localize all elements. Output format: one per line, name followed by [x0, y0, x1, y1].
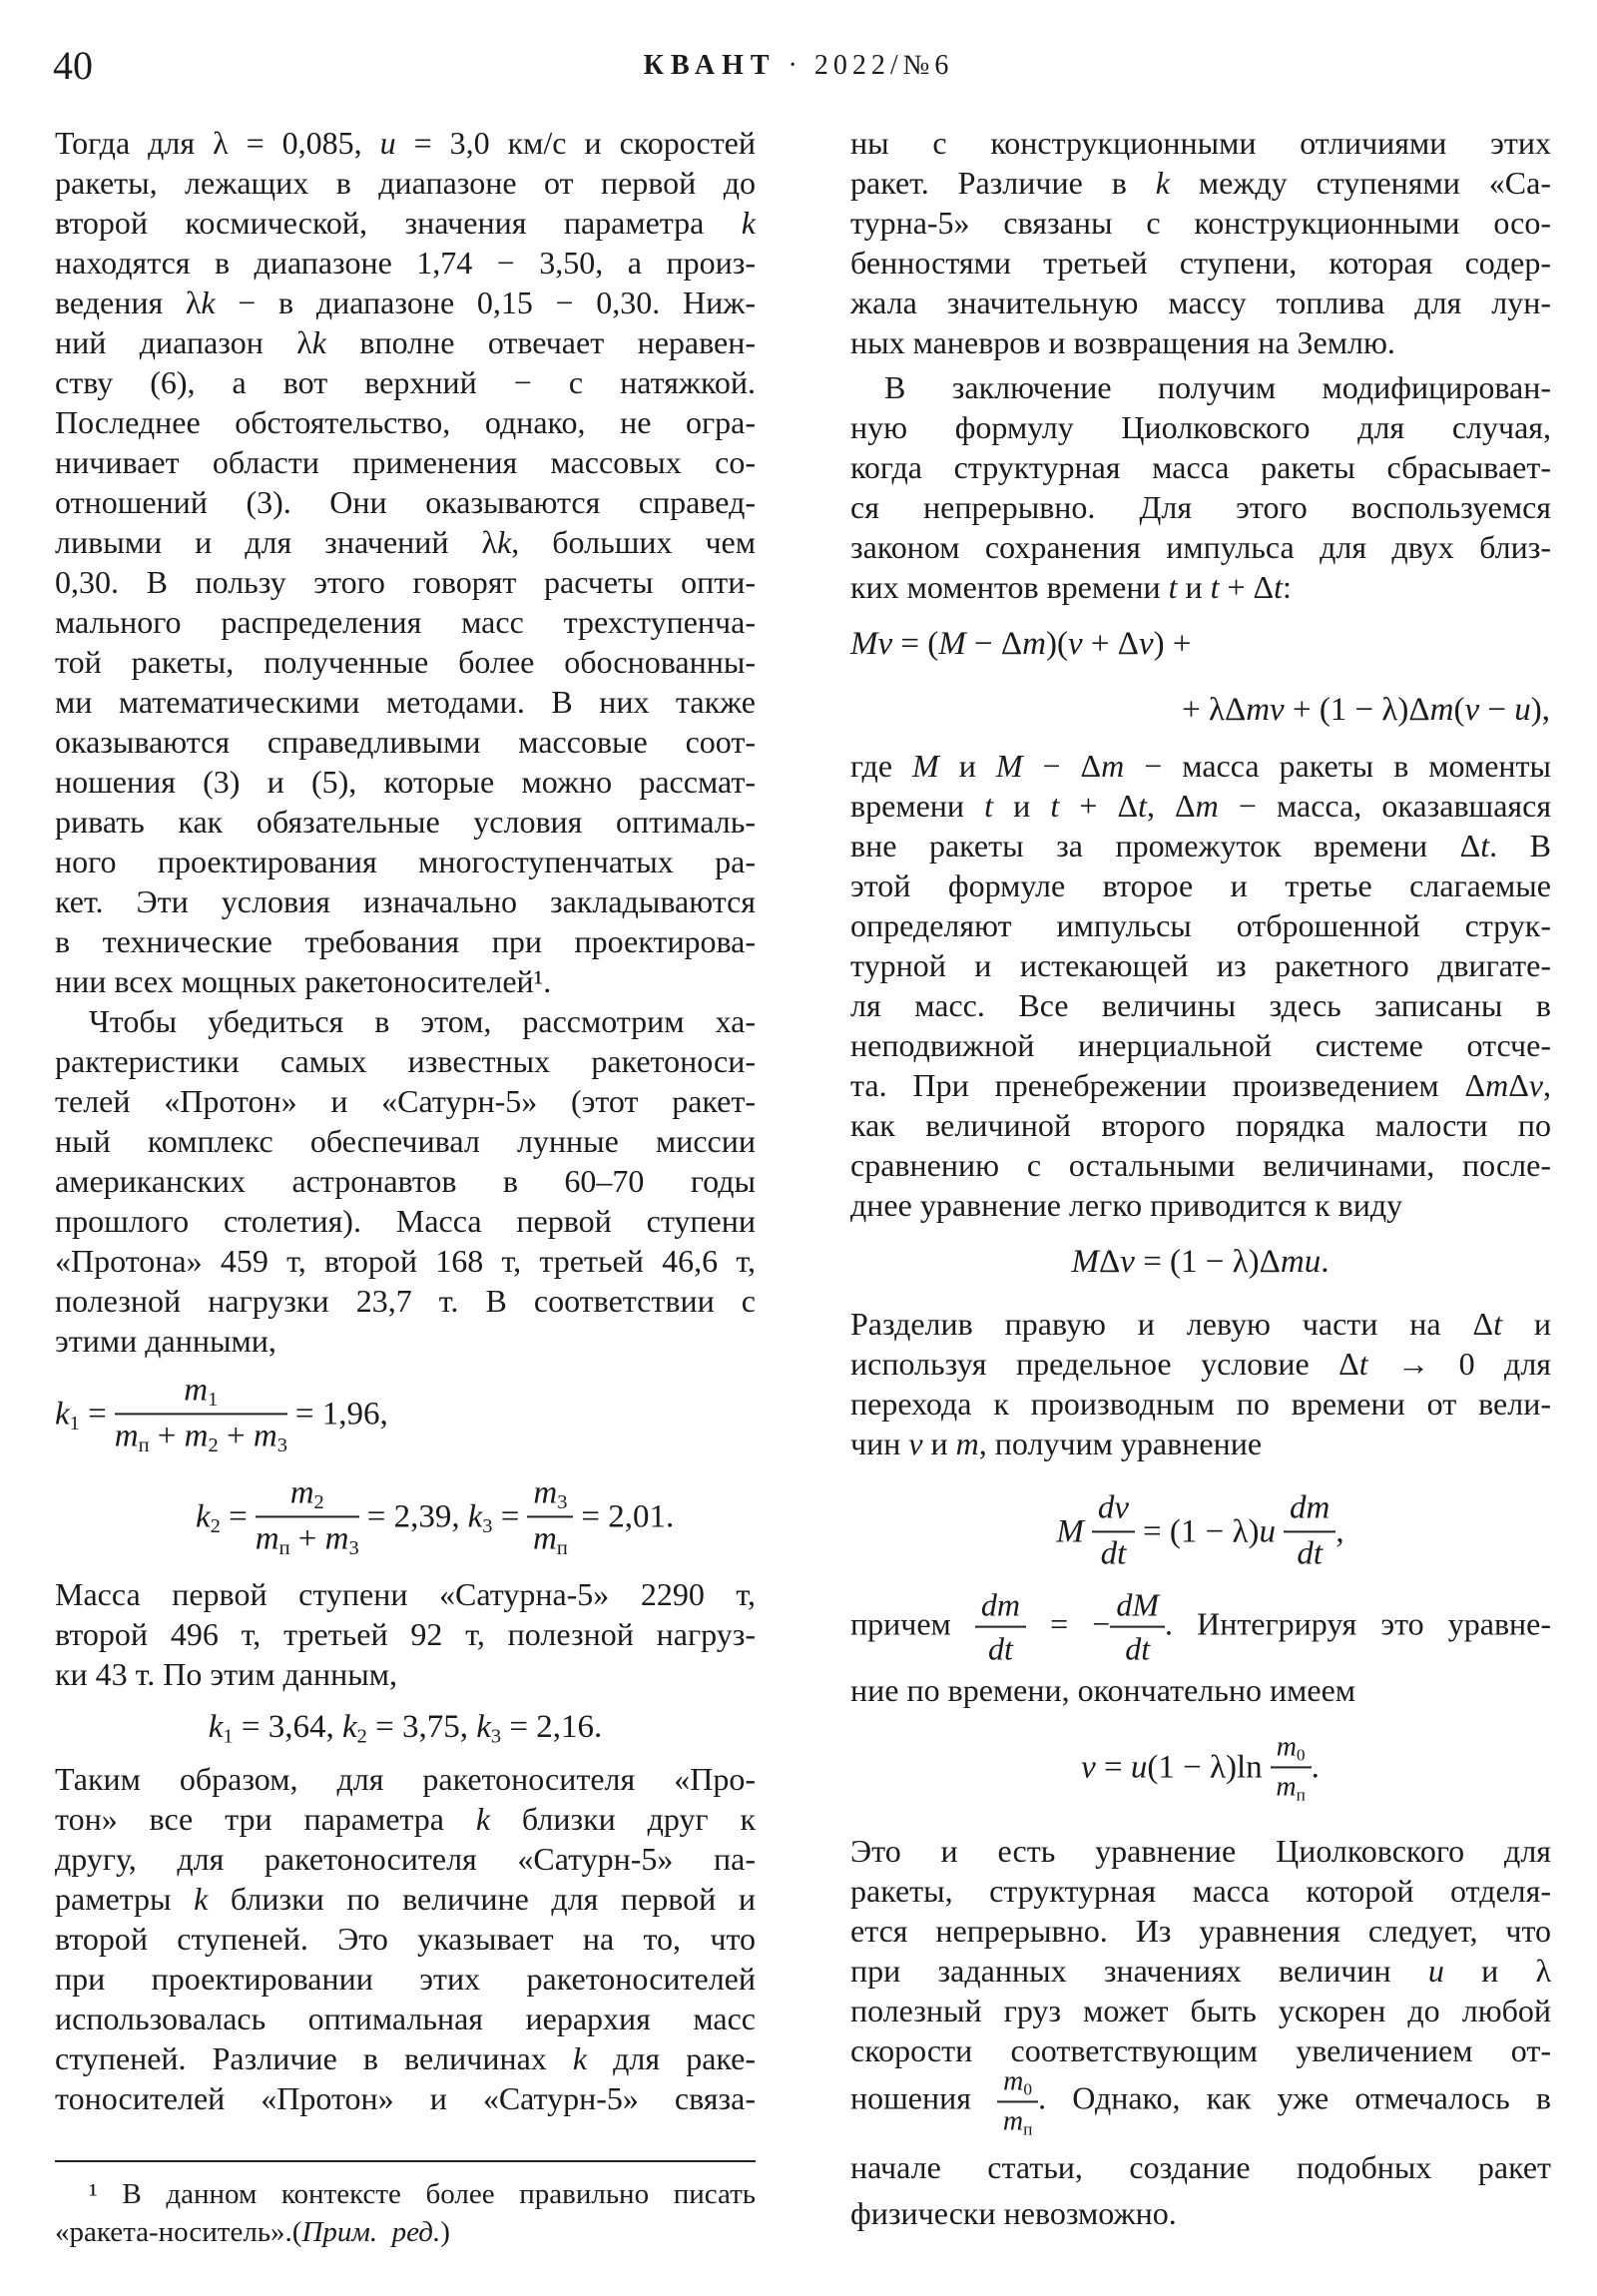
- text-line: в технические требования при проектирова-: [55, 923, 756, 959]
- formula-text: + λΔmv + (1 − λ)Δm(v − u),: [1182, 692, 1550, 728]
- fraction: [1284, 1488, 1335, 1573]
- text-line: ракет. Различие в k между ступенями «Са-: [850, 165, 1551, 201]
- text-line: ведения λk − в диапазоне 0,15 − 0,30. Ниж-: [55, 285, 756, 320]
- text-line: ля масс. Все величины здесь записаны в: [850, 987, 1551, 1023]
- text-line-with-fraction: [850, 2064, 1551, 2137]
- footnote-mark: ¹: [89, 2178, 98, 2210]
- text-line: второй 496 т, третьей 92 т, полезной нагруз-: [55, 1616, 756, 1652]
- text-line: как величиной второго порядка малости по: [850, 1107, 1551, 1143]
- text-line: та. При пренебрежении произведением ΔmΔv,: [850, 1067, 1551, 1103]
- formula-rhs: = 1,96,: [294, 1396, 388, 1432]
- text-line: нии всех мощных ракетоносителей¹.: [55, 963, 552, 999]
- denominator: dt: [1297, 1535, 1323, 1571]
- denominator: dt: [1125, 1631, 1151, 1667]
- formula-lhs: $k_2$ =: [196, 1498, 248, 1537]
- text-line: ношения (3) и (5), которые можно рассмат-: [55, 764, 756, 800]
- text-line: кет. Эти условия изначально закладываются: [55, 883, 756, 919]
- text-line: законом сохранения импульса для двух близ-: [850, 529, 1551, 565]
- text-line: другу, для ракетоносителя «Сатурн-5» па-: [55, 1841, 756, 1877]
- text-line: ны с конструкционными отличиями этих: [850, 125, 1551, 161]
- numerator: $m_0$: [997, 2064, 1038, 2102]
- formula-text: Mv = (M − Δm)(v + Δv) +: [850, 626, 1192, 662]
- formula-k1-proton: [55, 1371, 388, 1455]
- numerator: $m_0$: [1271, 1730, 1312, 1768]
- formula-simplified: [850, 1242, 1550, 1282]
- text-line: физически невозможно.: [850, 2195, 1177, 2231]
- formula-k2-k3-proton: [196, 1473, 674, 1558]
- numerator: dv: [1092, 1488, 1135, 1532]
- text-line: ся непрерывно. Для этого воспользуемся: [850, 489, 1551, 525]
- text-line: телей «Протон» и «Сатурн-5» (этот ракет-: [55, 1083, 756, 1119]
- text-line: днее уравнение легко приводится к виду: [850, 1187, 1403, 1223]
- fraction: [115, 1371, 287, 1455]
- formula-tail: .: [1311, 1749, 1320, 1785]
- text-line: прошлого столетия). Масса первой ступени: [55, 1203, 756, 1239]
- text-line: бенностями третьей ступени, которая содер-: [850, 245, 1551, 281]
- fraction: [256, 1473, 359, 1558]
- footnote-line-2: [55, 2214, 756, 2250]
- formula-tsiolkovsky: [850, 1730, 1550, 1803]
- text-line: перехода к производным по времени от вели-: [850, 1386, 1551, 1422]
- text-line: ству (6), а вот верхний − с натяжкой.: [55, 364, 756, 400]
- text-line: ракеты, лежащих в диапазоне от первой до: [55, 165, 756, 201]
- text-line: полезный груз может быть ускорен до любой: [850, 1993, 1551, 2028]
- fraction: [975, 1586, 1026, 1669]
- formula-mid: = (1 − λ)u: [1143, 1513, 1276, 1549]
- formula-text: $k_1 = 3,64$, $k_2 = 3,75$, $k_3 = 2,16$.: [208, 1709, 603, 1748]
- text-line: ного проектирования многоступенчатых ра-: [55, 844, 756, 879]
- text-line: находятся в диапазоне 1,74 − 3,50, а произ-: [55, 245, 756, 281]
- text-line: тон» все три параметра k близки друг к: [55, 1801, 756, 1837]
- text-line: начале статьи, создание подобных ракет: [850, 2149, 1551, 2185]
- formula-momentum-2: [850, 690, 1550, 730]
- formula-lhs: $k_1$ =: [55, 1396, 107, 1435]
- text-line: Это и есть уравнение Циолковского для: [850, 1833, 1551, 1869]
- text-line: ную формулу Циолковского для случая,: [850, 409, 1551, 445]
- text: . Однако, как уже отмечалось в: [1038, 2079, 1552, 2116]
- text-line: при проектировании этих ракетоносителей: [55, 1961, 756, 1997]
- fraction: [1092, 1488, 1135, 1573]
- text-line: турна-5» связаны с конструкционными осо-: [850, 205, 1551, 241]
- numerator: $m_3$: [527, 1473, 573, 1517]
- denominator: dt: [988, 1631, 1013, 1667]
- journal-name: КВАНТ: [643, 50, 777, 81]
- numerator: $m_1$: [115, 1371, 287, 1415]
- formula-tail: ,: [1335, 1513, 1344, 1549]
- text-line: оказываются справедливыми массовые соот-: [55, 724, 756, 760]
- formula-momentum-1: [850, 624, 1191, 664]
- text-line: раметры k близки по величине для первой и: [55, 1881, 756, 1917]
- fraction: [997, 2064, 1038, 2137]
- footnote-text: «ракета-носитель».(: [55, 2216, 302, 2248]
- formula-lhs: $k_3$ =: [467, 1498, 520, 1537]
- numerator: dM: [1110, 1586, 1165, 1628]
- formula-k-saturn: [55, 1707, 756, 1747]
- numerator: dm: [975, 1586, 1026, 1628]
- text-line: той ракеты, полученные более обоснованны-: [55, 644, 756, 680]
- text-line: Последнее обстоятельство, однако, не огра-: [55, 404, 756, 440]
- text-line: отношений (3). Они оказываются справед-: [55, 484, 756, 520]
- text-line: чин v и m, получим уравнение: [850, 1426, 1263, 1461]
- text-line: ничивает области применения массовых со-: [55, 444, 756, 480]
- text-line-with-fractions: [850, 1586, 1551, 1669]
- text-line: ных маневров и возвращения на Землю.: [850, 324, 1395, 360]
- text-line: сравнению с остальными величинами, после-: [850, 1147, 1551, 1183]
- text-line: ракеты, структурная масса которой отделя-: [850, 1873, 1551, 1909]
- footnote-text: В данном контексте более правильно писать: [122, 2178, 756, 2210]
- text-line: этой формуле второе и третье слагаемые: [850, 867, 1551, 903]
- text-line: ный комплекс обеспечивал лунные миссии: [55, 1123, 756, 1159]
- text-line: американских астронавтов в 60–70 годы: [55, 1163, 756, 1199]
- text: . Интегрируя это уравне-: [1164, 1605, 1552, 1642]
- text-line: неподвижной инерциальной системе отсче-: [850, 1027, 1551, 1063]
- footnote-divider: [55, 2160, 756, 2162]
- footnote-text: ): [440, 2216, 450, 2248]
- formula-lhs: M: [1056, 1513, 1084, 1549]
- text-line: Тогда для λ = 0,085, u = 3,0 км/с и скоростей: [55, 125, 756, 161]
- denominator: $m_п + m_3$: [255, 1520, 359, 1559]
- text-line: определяют импульсы отброшенной струк-: [850, 907, 1551, 943]
- text-line: турной и истекающей из ракетного двигате-: [850, 947, 1551, 983]
- text-line: где M и M − Δm − масса ракеты в моменты: [850, 748, 1552, 784]
- text-line: Чтобы убедиться в этом, рассмотрим ха-: [89, 1003, 756, 1039]
- fraction: [1110, 1586, 1165, 1669]
- fraction: [1271, 1730, 1312, 1803]
- text-line: рактеристики самых известных ракетоноси-: [55, 1043, 756, 1079]
- text-line: мального распределения масс трехступенча-: [55, 604, 756, 640]
- text-line: ется непрерывно. Из уравнения следует, что: [850, 1913, 1551, 1949]
- text: причем: [850, 1605, 951, 1642]
- editor-note: Прим. ред.: [301, 2216, 441, 2248]
- text-line: второй космической, значения параметра k: [55, 205, 756, 241]
- text-line: В заключение получим модифицирован-: [884, 369, 1551, 405]
- text-line: при заданных значениях величин u и λ: [850, 1953, 1552, 1989]
- formula-text: MΔv = (1 − λ)Δmu.: [1071, 1244, 1330, 1280]
- text-line: времени t и t + Δt, Δm − масса, оказавшаяся: [850, 788, 1552, 824]
- text-line: тоносителей «Протон» и «Сатурн-5» связа-: [55, 2080, 756, 2116]
- fraction: [527, 1473, 573, 1558]
- denominator: $m_п$: [532, 1520, 568, 1559]
- denominator: $m_п$: [1002, 2105, 1033, 2138]
- text-line: ливыми и для значений λk, больших чем: [55, 524, 757, 560]
- text-line: ки 43 т. По этим данным,: [55, 1656, 397, 1692]
- denominator: $m_п$: [1276, 1771, 1306, 1804]
- formula-lhs: v = u(1 − λ)ln: [1081, 1749, 1263, 1785]
- text-line: 0,30. В пользу этого говорят расчеты опти-: [55, 564, 756, 600]
- text-line: полезной нагрузки 23,7 т. В соответствии с: [55, 1283, 756, 1319]
- denominator: dt: [1100, 1535, 1127, 1571]
- formula-differential: [850, 1488, 1550, 1573]
- formula-rhs: = 2,39,: [366, 1498, 460, 1534]
- text: ношения: [850, 2079, 971, 2116]
- denominator: $m_п + m_2 + m_3$: [114, 1418, 287, 1456]
- text-line: когда структурная масса ракеты сбрасывает-: [850, 449, 1551, 485]
- text-line: ми математическими методами. В них также: [55, 684, 756, 720]
- text-line: второй ступеней. Это указывает на то, что: [55, 1921, 756, 1957]
- text-line: этими данными,: [55, 1323, 276, 1359]
- text-line: использовалась оптимальная иерархия масс: [55, 2001, 756, 2036]
- text-line: Таким образом, для ракетоносителя «Про-: [55, 1761, 756, 1797]
- text-line: жала значительную массу топлива для лун-: [850, 285, 1551, 320]
- text-line: ких моментов времени t и t + Δt:: [850, 569, 1292, 605]
- text-line: скорости соответствующим увеличением от-: [850, 2032, 1551, 2068]
- formula-rhs: = 2,01.: [581, 1498, 675, 1534]
- text-line: Масса первой ступени «Сатурна-5» 2290 т,: [55, 1576, 756, 1612]
- text-line: ний диапазон λk вполне отвечает неравен-: [55, 324, 757, 360]
- numerator: dm: [1284, 1488, 1335, 1532]
- numerator: $m_2$: [256, 1473, 359, 1517]
- issue-number: 2022/№6: [813, 50, 954, 81]
- text-line: используя предельное условие Δt → 0 для: [850, 1346, 1552, 1382]
- page-number: 40: [53, 43, 93, 88]
- text-line: ние по времени, окончательно имеем: [850, 1672, 1356, 1708]
- text: = −: [1050, 1605, 1111, 1642]
- text-line: ривать как обязательные условия оптималь-: [55, 804, 756, 840]
- header-separator: ·: [788, 50, 802, 81]
- text-line: «Протона» 459 т, второй 168 т, третьей 46,6 т,: [55, 1243, 756, 1279]
- text-line: ступеней. Различие в величинах k для раке-: [55, 2040, 757, 2076]
- text-line: Разделив правую и левую части на Δt и: [850, 1306, 1552, 1342]
- footnote-line-1: [55, 2176, 756, 2212]
- text-line: вне ракеты за промежуток времени Δt. В: [850, 828, 1552, 863]
- running-header: [0, 44, 1597, 88]
